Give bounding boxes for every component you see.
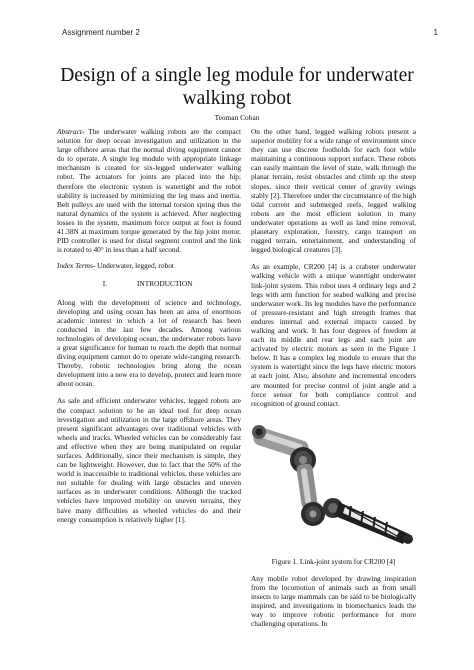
section-number: I.	[102, 279, 107, 289]
left-column	[57, 127, 241, 532]
index-terms	[57, 261, 241, 270]
robotic-leg-photo	[251, 416, 416, 549]
paper-author: Teoman Coban	[214, 113, 260, 122]
figure-caption: Figure 1. Link-joint system for CR200 [4]	[271, 556, 396, 566]
index-terms-text: Underwater, legged, robot	[95, 261, 174, 271]
header-assignment-label: Assignment number 2	[62, 28, 140, 37]
abstract	[57, 127, 241, 254]
body-paragraph-3: On the other hand, legged walking robots present a superior mobility for a wide range of environment since they can use discrete footholds for each foot while maintaining a continuous support surface. These robots can easily maintain the level of state, walk through the planar terrain, resist obstacles and climb up the steep slopes, since their vertical center of gravity swings stably [2]. Therefore under the circumstance of the high tidal current and submerged reefs, legged walking robots are the most efficient solution in many underwater operations as well as land mine removal, planetary exploration, forestry, cargo transport on rugged terrain, entertainment, and understanding of legged biological creatures [3].	[251, 127, 416, 255]
intro-paragraph-1: Along with the development of science and technology, developing and using ocean has been an area of enormous academic interest in which a lot of research has been conducted in the last few decades. Among various technologies of developing ocean, the underwater robots have a great significance for human to reach the depth that normal diving equipment cannot do to operate wide-ranging research. Thereby, robotic technologies bring along the ocean development into a new era to develop, protect and learn more about ocean.	[57, 297, 241, 389]
running-header	[62, 28, 438, 40]
section-title: INTRODUCTION	[137, 279, 193, 289]
abstract-label: Abstract-	[57, 127, 85, 136]
paper-title: Design of a single leg module for underwater walking robot	[60, 65, 414, 109]
figure-robotic-leg	[251, 416, 416, 549]
section-heading-introduction	[57, 279, 241, 288]
abstract-text: The underwater walking robots are the compact solution for deep ocean investigation and utilization in the large offshore areas that the normal diving equipment cannot do to operate. A single leg module with appropriate linkage mechanism is created for six-legged underwater walking robot. The actuators for joints are placed into the hip; therefore the electronic system is watertight and the robot stability is increased by minimizing the leg mass and inertia. Belt pulleys are used with the internal torsion spring thus the natural dynamics of the system is achieved. After neglecting losses in the system, maximum force output at foot is found 41.38N at maximum torque generated by the hip joint motor. PID controller is used for distal segment control and the link is rotated to 40° in less than a half second.	[57, 127, 241, 255]
body-paragraph-4: As an example, CR200 [4] is a crabster underwater walking vehicle with a unique watertight underwater link-joint system. This robot uses 4 ordinary legs and 2 legs with arm function for seabed walking and precise underwater work. Its leg modules have the performance of pressure-resistant and high strength frames that endures internal and external impacts caused by walking and work. It has four degrees of freedom at each its middle and rear legs and each joint are activated by electric motors as seen in the Figure 1 below. It has a complex leg module to ensure that the system is watertight since the legs have electric motors at each joint. Also, absolute and incremental encoders are mounted for precise control of joint angle and a force sensor for both compliance control and recognition of ground contact.	[251, 262, 416, 408]
index-terms-label: Index Terms-	[57, 261, 96, 271]
right-column	[251, 127, 416, 636]
intro-paragraph-2: As safe and efficient underwater vehicles, legged robots are the compact solution to be an ideal tool for deep ocean investigation and utilization in the large offshore areas. They present significant advantages over traditional vehicles with wheels and tracks. Wheeled vehicles can be considerably fast and effective when they are being manipulated on regular surfaces. Additionally, since their mechanism is simple, they can be lightweight. However, due to fact that the 50% of the world is inaccessible to traditional vehicles, these vehicles are not suitable for dealing with large obstacles and uneven surfaces as in underwater conditions. Although the tracked vehicles have improved mobility on uneven terrains, they have many difficulties as wheeled vehicles do and their energy consumption is relatively higher [1].	[57, 396, 241, 524]
header-page-number: 1	[433, 28, 438, 37]
body-paragraph-5: Any mobile robot developed by drawing inspiration from the locomotion of animals such as from small insects to large mammals can be said to be biologically inspired, and investigations in biomechanics leads the way to improve robotic performance for more challenging operations. In	[251, 573, 416, 629]
